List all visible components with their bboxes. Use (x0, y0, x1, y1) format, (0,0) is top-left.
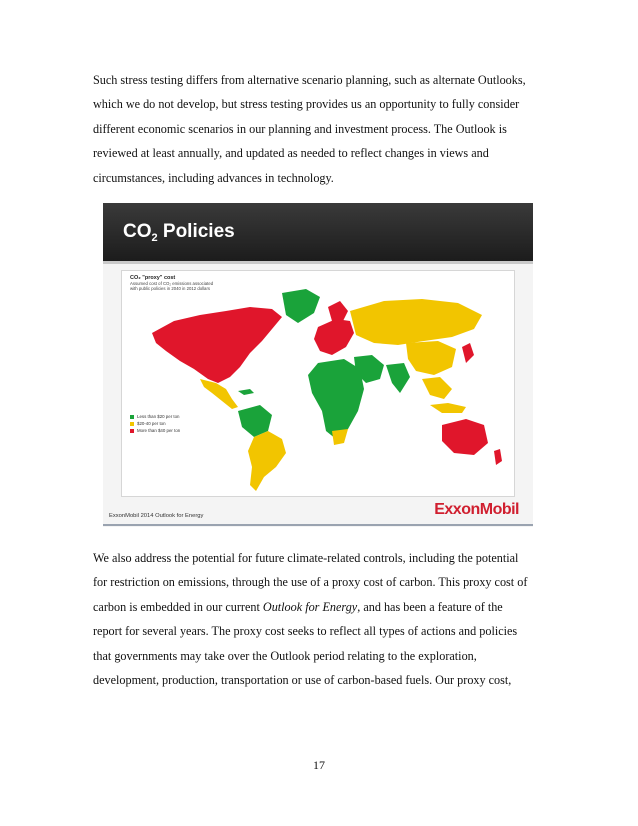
outlook-title-italic: Outlook for Energy (262, 599, 358, 614)
text-line: reviewed at least annually, and updated as needed to reflect changes in views and (93, 146, 489, 161)
map-legend-header (130, 275, 218, 292)
region-indonesia (430, 403, 466, 413)
region-japan (462, 343, 474, 363)
legend-swatch-yellow (130, 422, 134, 426)
region-mexico (200, 379, 238, 409)
legend-item-mid: $20-40 per ton (130, 420, 180, 427)
slide-header (103, 203, 533, 261)
region-russia (350, 299, 482, 345)
legend-item-high: More than $40 per ton (130, 427, 180, 434)
region-africa (308, 359, 364, 439)
region-greenland (282, 289, 320, 323)
region-southeast-asia (422, 377, 452, 399)
slide-footer (103, 499, 533, 527)
header-divider (103, 261, 533, 264)
text-line: that governments may take over the Outlook period relating to the exploration, (93, 648, 477, 663)
text-line: report for several years. The proxy cost seeks to reflect all types of actions and policies (93, 624, 518, 639)
text-line: carbon is embedded in our current Outlook for Energy, and has been a feature of the (93, 599, 503, 614)
legend-swatch-green (130, 415, 134, 419)
slide-title: $CO_2$ Policies (123, 221, 235, 244)
region-europe (314, 319, 354, 355)
region-south-africa (332, 429, 348, 445)
legend-title: CO₂ "proxy" cost (130, 275, 176, 281)
world-map (122, 271, 514, 496)
text-line: which we do not develop, but stress testing provides us an opportunity to fully consider (93, 97, 520, 112)
region-new-zealand (494, 449, 502, 465)
text-line: We also address the potential for future climate-related controls, including the potential (93, 551, 519, 565)
region-australia (442, 419, 488, 455)
legend-subtitle: Assumed cost of CO₂ emissions associated with public policies in 2040 in 2012 dollars (130, 281, 214, 292)
exxonmobil-logo: ExxonMobil (434, 501, 519, 518)
region-scandinavia (328, 301, 348, 323)
text-line: Such stress testing differs from alternative scenario planning, such as alternate Outlooks, (93, 73, 526, 87)
paragraph-proxy-cost (93, 546, 553, 692)
map-legend (130, 413, 180, 434)
region-north-america (152, 307, 282, 383)
region-india (386, 363, 410, 393)
legend-swatch-red (130, 429, 134, 433)
region-south-america (248, 431, 286, 491)
region-china (406, 341, 456, 375)
footer-source: ExxonMobil 2014 Outlook for Energy (109, 513, 204, 519)
paragraph-stress-testing (93, 68, 553, 190)
co2-policies-figure (103, 203, 533, 527)
region-caribbean (238, 389, 254, 395)
text-line: different economic scenarios in our planning and investment process. The Outlook is (93, 121, 507, 136)
text-line: circumstances, including advances in technology. (93, 170, 334, 185)
world-map-panel (121, 270, 515, 497)
page-number: 17 (313, 758, 325, 772)
text-line: development, production, transportation or use of carbon-based fuels. Our proxy cost, (93, 673, 512, 688)
footer-divider (103, 524, 533, 526)
legend-item-low: Less than $20 per ton (130, 413, 180, 420)
text-line: for restriction on emissions, through the use of a proxy cost of carbon. This proxy cost of (93, 575, 528, 590)
